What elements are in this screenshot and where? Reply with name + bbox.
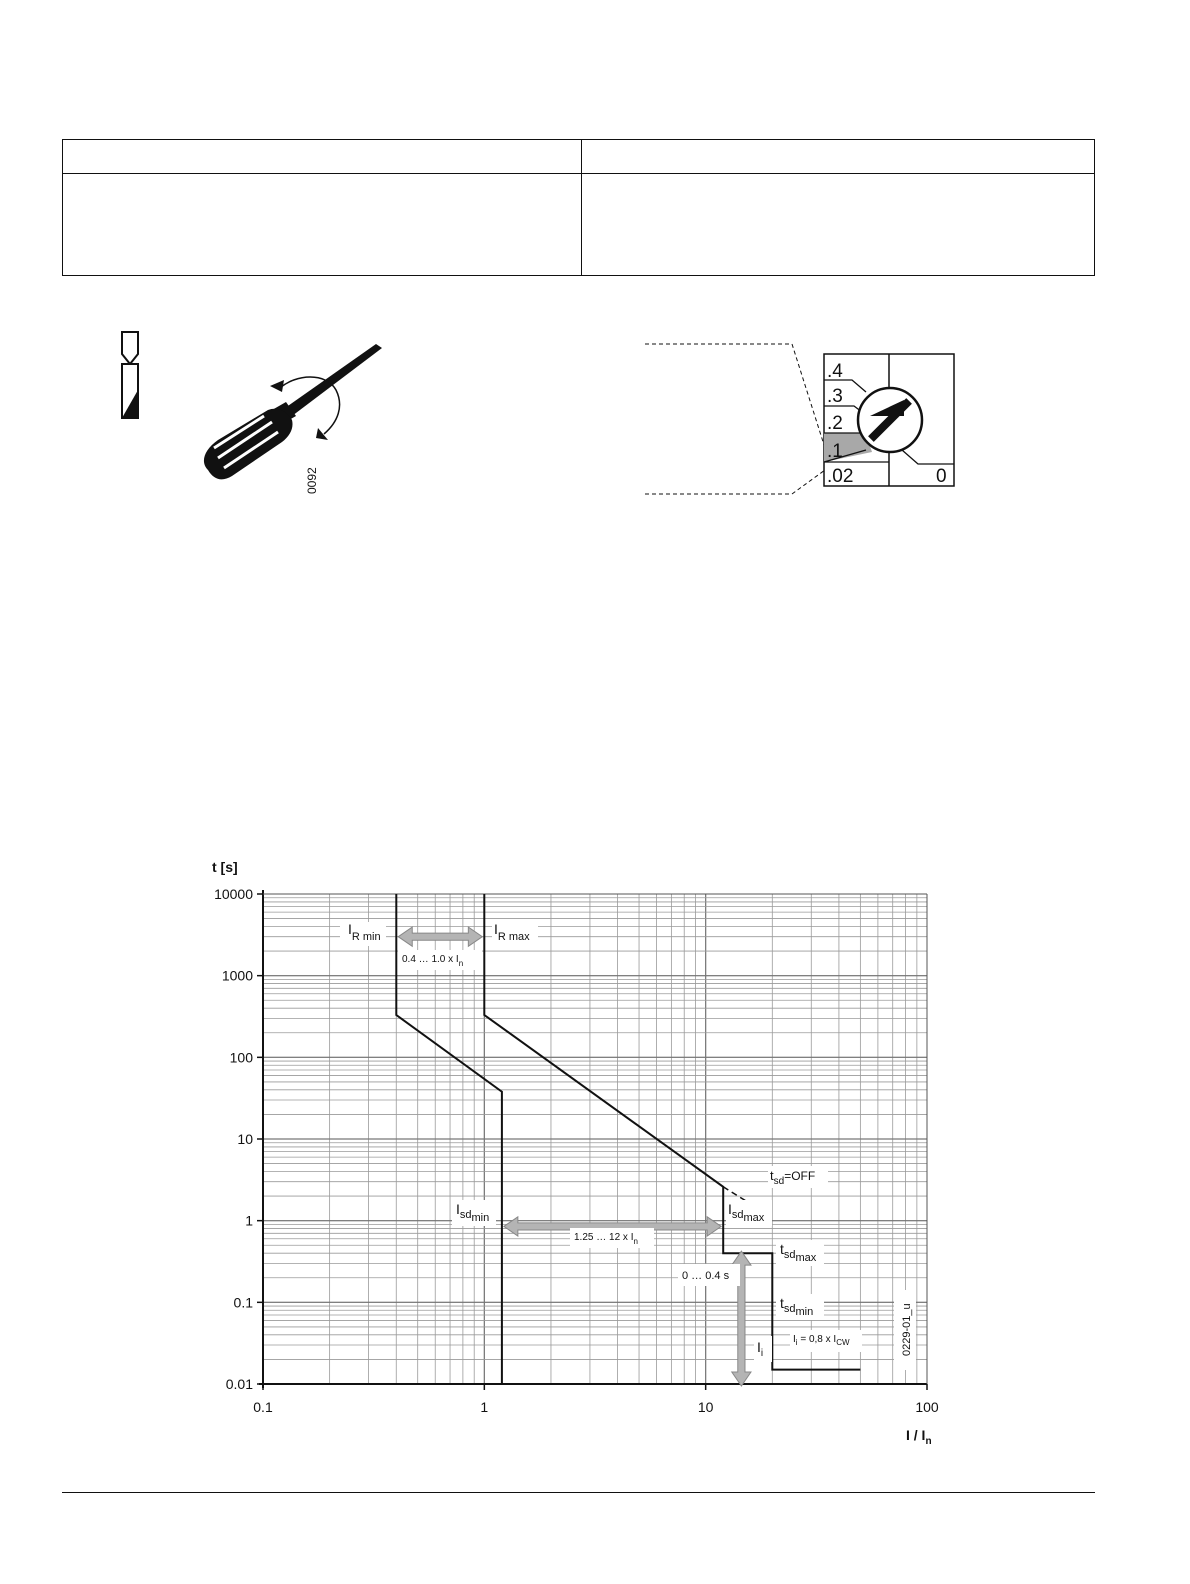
isd-min-label: $I_{sdmin}$ <box>456 1201 490 1224</box>
x-tick-label: 0.1 <box>253 1399 273 1415</box>
y-axis-label: t [s] <box>212 859 238 875</box>
table-header-divider <box>63 173 1094 174</box>
isd-range-label: 1.25 … 12 x $I_n$ <box>574 1232 638 1246</box>
y-tick-label: 10 <box>237 1131 253 1147</box>
chart-grid <box>263 894 927 1384</box>
y-tick-label: 0.1 <box>233 1294 253 1311</box>
x-tick-label: 10 <box>697 1399 714 1415</box>
dial-label: .1 <box>827 441 843 462</box>
ir-min-label: $I_{R min}$ <box>348 921 381 943</box>
y-tick-label: 1 <box>245 1212 253 1229</box>
table-column-divider <box>581 140 582 275</box>
ir-max-label: $I_{R max}$ <box>494 921 530 943</box>
dial-label: .2 <box>827 413 843 434</box>
y-tick-label: 1000 <box>221 967 253 984</box>
footer-rule <box>62 1492 1095 1493</box>
ir-range-arrow <box>398 927 482 946</box>
tsd-off-label: $t_{sd}=OFF$ <box>770 1168 816 1187</box>
tsd-min-label: $t_{sdmin}$ <box>780 1295 814 1318</box>
ii-formula-label: $I_i = 0,8$ x $I_{CW}$ <box>793 1334 850 1347</box>
x-axis-label: I / $I_n$ <box>906 1427 932 1447</box>
ii-label: $I_i$ <box>757 1339 764 1359</box>
y-tick-label: 10000 <box>214 886 253 902</box>
tsd-max-label: $t_{sdmax}$ <box>780 1241 817 1264</box>
settings-table <box>62 139 1095 276</box>
x-tick-label: 100 <box>915 1399 939 1415</box>
y-tick-label: 0.01 <box>225 1376 253 1392</box>
ir-range-label: 0.4 … 1.0 x $I_n$ <box>402 954 464 968</box>
tripping-curve-chart <box>190 850 970 1450</box>
x-tick-label: 1 <box>480 1399 489 1415</box>
dial-switch-figure <box>640 340 970 500</box>
dial-label: .02 <box>827 466 854 487</box>
isd-max-label: $I_{sdmax}$ <box>728 1201 765 1224</box>
dial-zero-label: 0 <box>936 466 947 487</box>
leader-line-bottom <box>645 470 825 494</box>
dial-label: .4 <box>827 361 843 382</box>
dial-label: .3 <box>827 386 843 407</box>
chart-range-arrows <box>398 927 751 1386</box>
y-tick-label: 100 <box>229 1049 253 1066</box>
flat-blade-tip-icon <box>122 332 138 418</box>
screwdriver-figure-id: 0092 <box>305 467 319 494</box>
leader-line-top <box>645 344 825 448</box>
screwdriver-icon <box>204 344 382 479</box>
tsd-range-label: 0 … 0.4 s <box>682 1270 730 1282</box>
chart-figure-id: 0229-01_u <box>901 1303 913 1356</box>
screwdriver-figure <box>100 330 400 510</box>
